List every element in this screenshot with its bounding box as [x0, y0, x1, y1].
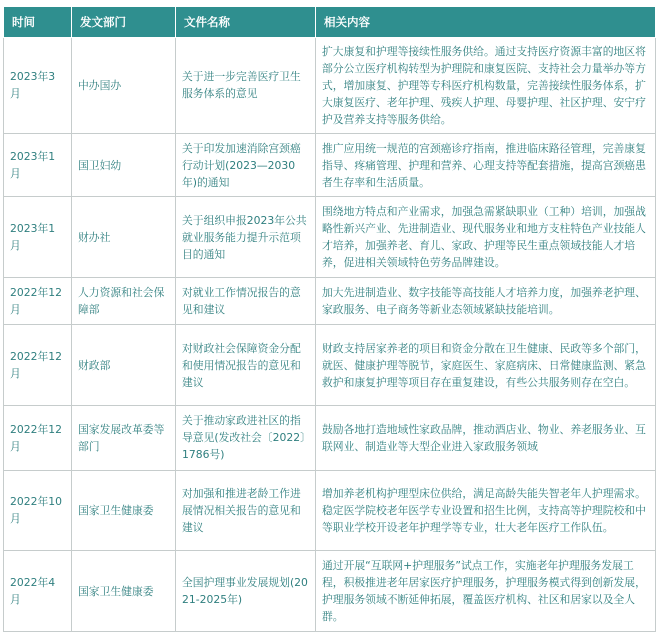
cell-time: 2023年3月 — [4, 38, 72, 134]
cell-time: 2023年1月 — [4, 197, 72, 278]
table-row — [4, 551, 656, 632]
cell-time: 2022年10月 — [4, 470, 72, 551]
header-department: 发文部门 — [72, 7, 176, 38]
cell-time: 2023年1月 — [4, 133, 72, 197]
table-row — [4, 278, 656, 325]
table-row — [4, 197, 656, 278]
cell-document: 关于印发加速消除宫颈癌行动计划(2023—2030年)的通知 — [176, 133, 316, 197]
cell-content: 鼓励各地打造地域性家政品牌，推动酒店业、物业、养老服务业、互联网业、制造业等大型企业进入家政服务领域 — [316, 406, 656, 471]
cell-content: 推广应用统一规范的宫颈癌诊疗指南，推进临床路径管理，完善康复指导、疼痛管理、护理和营养、心理支持等配套措施，提高宫颈癌患者生存率和生活质量。 — [316, 133, 656, 197]
cell-content: 加大先进制造业、数字技能等高技能人才培养力度，加强养老护理、家政服务、电子商务等新业态领域紧缺技能培训。 — [316, 278, 656, 325]
cell-time: 2022年12月 — [4, 278, 72, 325]
cell-content: 扩大康复和护理等接续性服务供给。通过支持医疗资源丰富的地区将部分公立医疗机构转型为护理院和康复医院、支持社会力量举办等方式，增加康复、护理等专科医疗机构数量，完善接续性服务体系，扩大康复医疗、老年护理、残疾人护理、母婴护理、社区护理、安宁疗护及营养支持等服务供给。 — [316, 38, 656, 134]
cell-department: 国家卫生健康委 — [72, 551, 176, 632]
cell-department: 财政部 — [72, 325, 176, 406]
cell-document: 对财政社会保障资金分配和使用情况报告的意见和建议 — [176, 325, 316, 406]
cell-time: 2022年12月 — [4, 325, 72, 406]
table-row — [4, 406, 656, 471]
cell-document: 关于进一步完善医疗卫生服务体系的意见 — [176, 38, 316, 134]
header-time: 时间 — [4, 7, 72, 38]
cell-department: 人力资源和社会保障部 — [72, 278, 176, 325]
cell-content: 通过开展“互联网+护理服务”试点工作，实施老年护理服务发展工程，积极推进老年居家医疗护理服务，护理服务模式得到创新发展，护理服务领域不断延伸拓展，覆盖医疗机构、社区和居家以及全人群。 — [316, 551, 656, 632]
cell-department: 国家卫生健康委 — [72, 470, 176, 551]
policy-table — [3, 6, 656, 632]
cell-content: 财政支持居家养老的项目和资金分散在卫生健康、民政等多个部门，就医、健康护理等脱节，家庭医生、家庭病床、日常健康监测、紧急救护和康复护理等项目存在重复建设，有些公共服务则存在空白。 — [316, 325, 656, 406]
cell-content: 增加养老机构护理型床位供给，满足高龄失能失智老年人护理需求。稳定医学院校老年医学专业设置和招生比例，支持高等护理院校和中等职业学校开设老年护理学等专业，壮大老年医疗工作队伍。 — [316, 470, 656, 551]
cell-time: 2022年4月 — [4, 551, 72, 632]
header-content: 相关内容 — [316, 7, 656, 38]
cell-content: 围绕地方特点和产业需求，加强急需紧缺职业（工种）培训，加强战略性新兴产业、先进制造业、现代服务业和地方支柱特色产业技能人才培养，加强养老、育儿、家政、护理等民生重点领域技能人才培养，促进相关领域特色劳务品牌建设。 — [316, 197, 656, 278]
table-row — [4, 133, 656, 197]
table-header-row — [4, 7, 656, 38]
cell-department: 财办社 — [72, 197, 176, 278]
cell-document: 关于推动家政进社区的指导意见(发改社会〔2022〕1786号) — [176, 406, 316, 471]
cell-department: 中办国办 — [72, 38, 176, 134]
table-row — [4, 38, 656, 134]
cell-document: 全国护理事业发展规划(2021-2025年) — [176, 551, 316, 632]
table-row — [4, 325, 656, 406]
header-document: 文件名称 — [176, 7, 316, 38]
cell-document: 对加强和推进老龄工作进展情况相关报告的意见和建议 — [176, 470, 316, 551]
cell-document: 关于组织申报2023年公共就业服务能力提升示范项目的通知 — [176, 197, 316, 278]
cell-department: 国卫妇幼 — [72, 133, 176, 197]
table-row — [4, 470, 656, 551]
cell-time: 2022年12月 — [4, 406, 72, 471]
cell-department: 国家发展改革委等部门 — [72, 406, 176, 471]
cell-document: 对就业工作情况报告的意见和建议 — [176, 278, 316, 325]
